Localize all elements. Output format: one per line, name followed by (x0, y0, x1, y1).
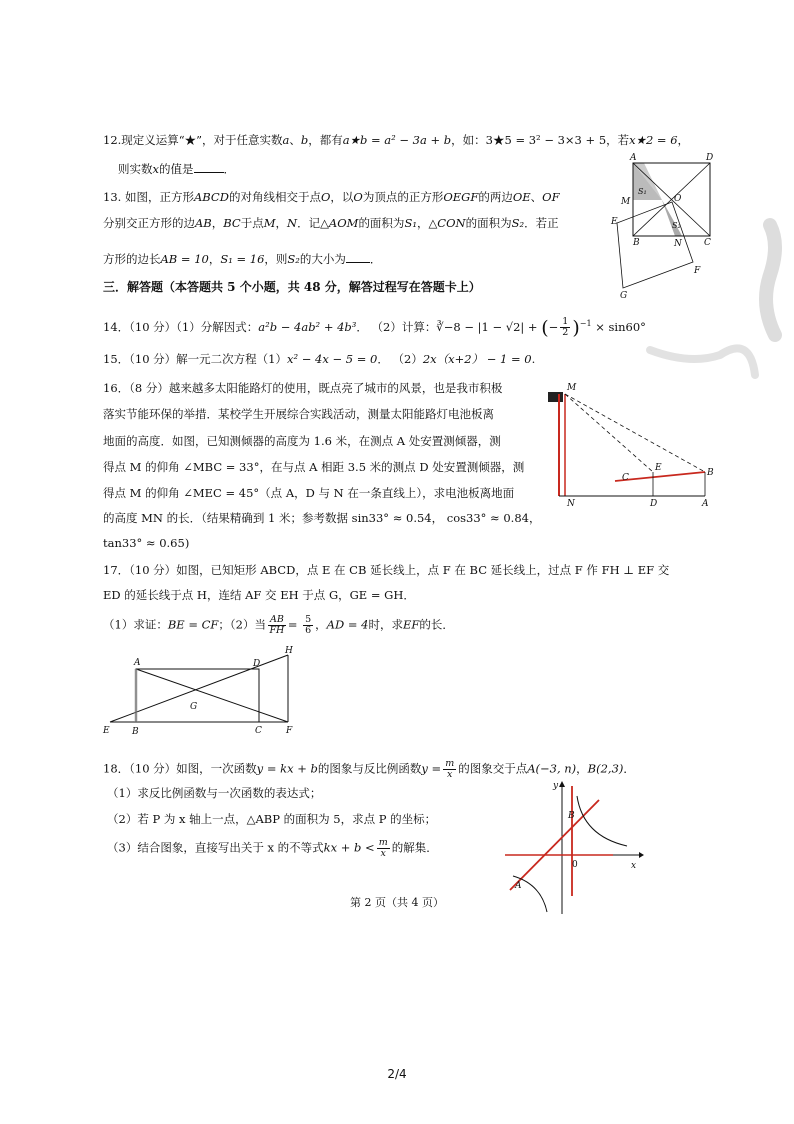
equation-2: 2x（x+2） − 1 = 0 (422, 352, 532, 366)
q14-expression2: ∛−8 − |1 − √2| + (436, 319, 542, 334)
square-abcd: ABCD (193, 190, 229, 204)
q18-text: （3）结合图象，直接写出关于 x 的不等式 (107, 840, 324, 855)
q18-text: ， (576, 761, 588, 776)
q13-text: ．记 (297, 216, 321, 230)
linear-graph (510, 800, 599, 890)
fraction-m-over-x (443, 759, 456, 780)
q16-line2: 落实节能环保的举措．某校学生开展综合实践活动，测量太阳能路灯电池板离 (103, 407, 494, 421)
label-b: B (633, 238, 640, 248)
q14-text: 14．（10 分）（1）分解因式： (103, 319, 259, 334)
q13-text: 的大小为 (299, 252, 346, 266)
value-fraction (303, 615, 313, 636)
point-m: M (263, 216, 276, 230)
q18-item3 (107, 838, 438, 859)
label-s2: S₂ (672, 221, 681, 230)
answer-blank (194, 162, 224, 173)
q17-text: ， (315, 617, 327, 632)
q13-text: 13. 如图，正方形 (103, 190, 194, 204)
side-bc: BC (223, 216, 241, 230)
page-number: 2/4 (387, 1067, 407, 1081)
q12-text: ， (677, 133, 690, 147)
label-m: M (621, 197, 631, 207)
q13-text: 为顶点的正方形 (362, 190, 444, 204)
area-s2: S₂ (511, 216, 525, 230)
q13-text: ， (416, 216, 429, 230)
label-c: C (622, 473, 629, 483)
label-a: A (702, 499, 709, 509)
fraction-denominator: 6 (305, 625, 312, 636)
fraction-denominator: FH (269, 625, 285, 636)
q17-text: （1）求证： (103, 617, 168, 632)
fraction-numerator: AB (269, 614, 284, 625)
label-d: D (650, 499, 658, 509)
label-a: A (134, 658, 141, 668)
point-o: O (320, 190, 331, 204)
triangle-aom: △AOM (320, 216, 359, 230)
q18-text: 的解集． (391, 840, 438, 855)
q14-expression2-tail: × sin60° (595, 319, 646, 334)
ad-value: AD = 4 (326, 617, 369, 632)
q17-claim: BE = CF (167, 617, 219, 632)
q12-text: 的值是 (159, 162, 194, 176)
q13-text: ，则 (264, 252, 288, 266)
q13-text: ， (211, 216, 224, 230)
q13-line1 (103, 190, 560, 204)
q13-text: 的两边 (478, 190, 513, 204)
ratio-fraction (268, 615, 286, 636)
q13-text: 于点 (240, 216, 264, 230)
point-n: N (287, 216, 298, 230)
segment-ef: EF (402, 617, 420, 632)
q13-text: 方形的边长 (103, 252, 161, 266)
q16-line1: 16．（8 分）越来越多太阳能路灯的使用，既点亮了城市的风景，也是我市积极 (103, 381, 503, 395)
label-x: x (631, 861, 637, 871)
q17-text: = (287, 617, 302, 632)
fraction (560, 317, 570, 338)
q17-text: 时，求 (368, 617, 403, 632)
smudge-stroke (766, 225, 775, 335)
var-x: x (152, 162, 159, 176)
point-o: O (353, 190, 363, 204)
ab-value: AB = 10 (160, 252, 209, 266)
q18-text: 的图象与反比例函数 (317, 761, 422, 776)
point-a: A(−3, n) (527, 761, 577, 776)
paren-left: ( (541, 316, 549, 339)
q12-text: ，若 (606, 133, 630, 147)
q13-text: ， (275, 216, 288, 230)
inequality: kx + b < (323, 840, 375, 855)
q13-text: 分别交正方形的边 (103, 216, 195, 230)
q18-line1 (103, 759, 635, 780)
q12-text: 则实数 (118, 162, 153, 176)
q13-text: ． (369, 252, 382, 266)
q12-definition: a★b = a² − 3a + b (342, 133, 452, 147)
rectangle-figure (100, 645, 305, 740)
q13-line2 (103, 216, 559, 230)
q13-text: 的面积为 (465, 216, 512, 230)
label-e: E (655, 463, 662, 473)
fraction-denominator: x (447, 769, 453, 780)
answer-blank (346, 252, 370, 263)
label-g: G (620, 291, 628, 301)
sight-line-e (565, 394, 653, 472)
q12-line1 (103, 133, 689, 147)
side-of: OF (542, 190, 560, 204)
q13-text: 的面积为 (358, 216, 405, 230)
q14-line: 14．（10 分）（1）分解因式：a²b − 4ab² + 4b³． （2）计算：∛−8 − |1 − √2| + (− $\frac{1}{2}$ )$^{-1}$ × sin60° (103, 316, 646, 339)
var-b: b (300, 133, 309, 147)
fraction-numerator: 5 (305, 614, 312, 625)
var-a: a (282, 133, 290, 147)
q16-line5: 得点 M 的仰角 ∠MEC = 45°（点 A，D 与 N 在一条直线上），求电池板离地面 (103, 486, 515, 500)
fraction-m-over-x (377, 838, 390, 859)
q17-text: 的长． (419, 617, 454, 632)
section-heading: 三．解答题（本答题共 5 个小题，共 48 分，解答过程写在答题卡上） (103, 280, 481, 294)
q13-text: ， (208, 252, 221, 266)
q17-line2: ED 的延长线于点 H，连结 AF 交 EH 于点 G，GE = GH． (103, 588, 415, 602)
line-af (136, 669, 288, 722)
smudge-stroke (650, 348, 755, 375)
x-axis-arrow (639, 852, 644, 858)
q13-line3 (103, 252, 381, 266)
label-c: C (255, 726, 262, 736)
q12-text: 12.现定义运算“★”，对于任意实数 (103, 133, 283, 147)
label-f: F (694, 266, 701, 276)
q13-text: 的对角线相交于点 (228, 190, 321, 204)
q15-text: 15．（10 分）解一元二次方程（1） (103, 352, 287, 366)
q12-text: ． (223, 162, 235, 176)
label-a: A (630, 153, 637, 163)
q12-text: ，都有 (308, 133, 343, 147)
label-m: M (567, 383, 577, 393)
s1-value: S₁ = 16 (220, 252, 265, 266)
label-b: B (707, 468, 714, 478)
sight-line-b (565, 394, 705, 472)
label-b: B (568, 811, 575, 821)
label-e: E (103, 726, 110, 736)
q12-condition: x★2 = 6 (629, 133, 678, 147)
q15-text: . (531, 352, 536, 366)
page-footer: 第 2 页（共 4 页） (350, 896, 444, 909)
q17-line1: 17．（10 分）如图，已知矩形 ABCD，点 E 在 CB 延长线上，点 F 在 BC 延长线上，过点 F 作 FH ⊥ EF 交 (103, 563, 670, 577)
square-oegf: OEGF (443, 190, 479, 204)
rectangle-abcd (136, 669, 259, 722)
paren-right: ) (572, 316, 580, 339)
triangle-con: △CON (428, 216, 466, 230)
label-a: A (515, 881, 522, 891)
q18-text: 18．（10 分）如图，一次函数 (103, 761, 257, 776)
q14-expression1: a²b − 4ab² + 4b³ (258, 319, 357, 334)
fraction-denominator: 2 (562, 327, 569, 339)
fraction-numerator: m (445, 758, 455, 769)
label-y: y (553, 781, 559, 791)
area-s1: S₁ (404, 216, 417, 230)
label-n: N (674, 239, 682, 249)
q16-line6: 的高度 MN 的长．（结果精确到 1 米；参考数据 sin33° ≈ 0.54， cos33° ≈ 0.84， (103, 511, 541, 525)
q16-line3: 地面的高度．如图，已知测倾器的高度为 1.6 米，在测点 A 处安置测倾器，测 (103, 434, 501, 448)
q15-text: ． （2） (377, 352, 423, 366)
q17-line3 (103, 615, 454, 636)
q18-text: ． (623, 761, 635, 776)
label-n: N (567, 499, 575, 509)
hyperbola-branch-1 (577, 796, 627, 846)
fraction-denominator: x (380, 848, 386, 859)
q18-text: 的图象交于点 (458, 761, 528, 776)
inverse-function: y = (421, 761, 442, 776)
q17-text: ；（2）当 (218, 617, 266, 632)
q15-line (103, 352, 535, 366)
pencil-smudge (630, 215, 794, 400)
label-d: D (706, 153, 714, 163)
label-g: G (190, 702, 198, 712)
y-axis-arrow (559, 781, 565, 787)
side-ab: AB (195, 216, 212, 230)
equation-1: x² − 4x − 5 = 0 (287, 352, 378, 366)
label-h: H (285, 646, 293, 656)
q16-line4: 得点 M 的仰角 ∠MBC = 33°，在与点 A 相距 3.5 米的测点 D 处安置测倾器，测 (103, 460, 525, 474)
q18-item1: （1）求反比例函数与一次函数的表达式； (107, 786, 322, 800)
label-o: O (674, 194, 682, 204)
q13-text: ．若正 (524, 216, 559, 230)
solar-panel (548, 392, 563, 402)
linear-function: y = kx + b (256, 761, 318, 776)
label-b: B (132, 727, 139, 737)
label-f: F (286, 726, 293, 736)
label-origin: 0 (572, 860, 578, 870)
label-e: E (611, 217, 618, 227)
q13-text: 、 (530, 190, 543, 204)
point-b: B(2,3) (587, 761, 624, 776)
q12-text: ，如： (451, 133, 486, 147)
q16-line7: tan33° ≈ 0.65) (103, 536, 190, 550)
label-d: D (253, 659, 261, 669)
q12-line2 (118, 162, 235, 176)
label-c: C (704, 238, 711, 248)
q12-sep: 、 (289, 133, 301, 147)
area-s2: S₂ (287, 252, 300, 266)
fraction-numerator: m (378, 837, 388, 848)
q13-text: ，以 (330, 190, 354, 204)
q18-item2: （2）若 P 为 x 轴上一点，△ABP 的面积为 5，求点 P 的坐标； (107, 812, 437, 826)
fraction-numerator: 1 (562, 316, 569, 328)
q14-text: ． （2）计算： (356, 319, 437, 334)
label-s1: S₁ (638, 187, 647, 196)
q12-example: 3★5 = 3² − 3×3 + 5 (485, 133, 607, 147)
side-oe: OE (512, 190, 531, 204)
